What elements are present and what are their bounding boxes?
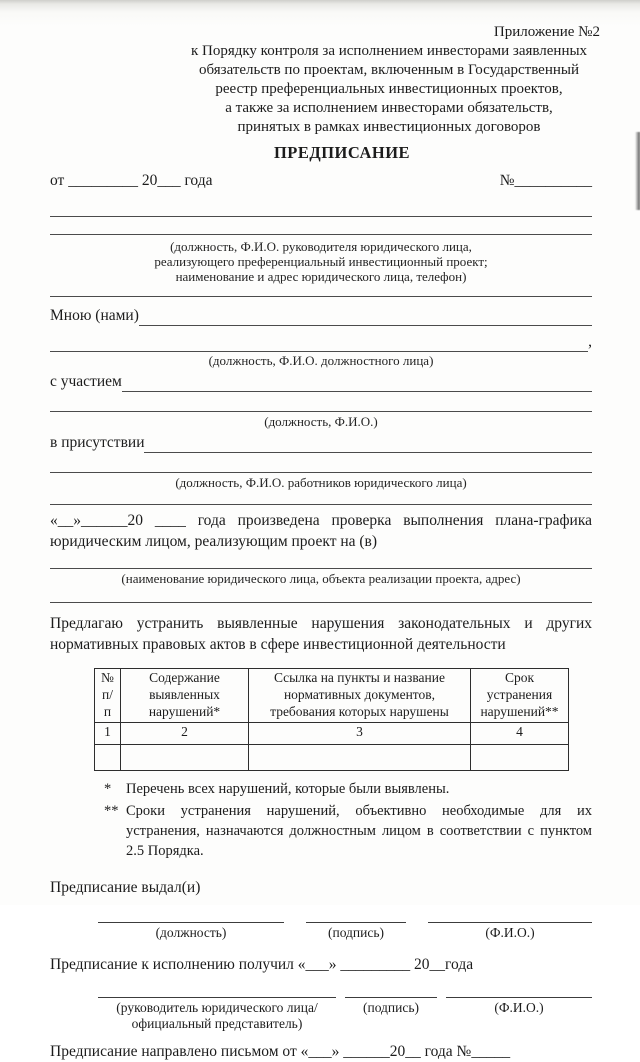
issuer-caption-line: наименование и адрес юридического лица, телефон) [175, 269, 467, 284]
issued-signature-row [98, 922, 592, 941]
issuer-caption-line: реализующего преференциальный инвестиционный проект; [154, 254, 488, 269]
scan-artifact [635, 132, 640, 210]
participants-field [50, 371, 592, 392]
table-cell [95, 744, 121, 770]
issuer-caption-line: (должность, Ф.И.О. руководителя юридического лица, [170, 239, 472, 254]
sign-caption: (подпись) [327, 924, 385, 940]
name-caption: (Ф.И.О.) [485, 924, 535, 940]
appendix-subtitle-line: принятых в рамках инвестиционных договоров [237, 119, 541, 135]
inspection-blank-line [50, 568, 592, 569]
issued-label: Предписание выдал(и) [50, 878, 201, 896]
table-cell: 3 [249, 722, 471, 744]
signature-head-column [98, 997, 336, 1032]
inspector-caption: (должность, Ф.И.О. должностного лица) [208, 353, 434, 368]
presence-blank-line [144, 432, 592, 453]
received-statement: Предписание к исполнению получил «___» _________ 20__года [50, 955, 474, 973]
participants-caption: (должность, Ф.И.О.) [264, 414, 378, 429]
table-cell: 1 [95, 722, 121, 744]
table-cell [121, 744, 249, 770]
date-field: от _________ 20___ года [50, 172, 213, 189]
comma-mark: , [588, 333, 592, 350]
violations-table [94, 668, 569, 771]
footnote [104, 779, 592, 799]
footnote-marker: * [104, 780, 112, 797]
sign-caption: (подпись) [362, 999, 420, 1015]
presence-field [50, 432, 592, 453]
presence-caption: (должность, Ф.И.О. работников юридического лица) [175, 475, 467, 490]
inspection-blank-line [50, 602, 592, 603]
participants-blank-line [122, 371, 592, 392]
table-header-number: № п/п [95, 669, 121, 723]
document-body [0, 171, 640, 1062]
inspector-blank-line [139, 305, 592, 326]
table-empty-row [95, 744, 569, 770]
footnote-text: Перечень всех нарушений, которые были выявлены. [126, 780, 450, 797]
table-cell: 2 [121, 722, 249, 744]
table-header-term: Срок устранения нарушений** [471, 669, 569, 723]
received-signature-row [98, 997, 592, 1032]
table-header-row [95, 669, 569, 723]
inspection-caption: (наименование юридического лица, объекта реализации проекта, адрес) [121, 571, 521, 586]
inspector-blank-line [50, 331, 588, 352]
appendix-subtitle-line: реестр преференциальных инвестиционных проектов, [215, 81, 563, 97]
table-cell [249, 744, 471, 770]
position-caption: (должность) [155, 924, 227, 940]
appendix-subtitle-line: а также за исполнением инвесторами обязательств, [225, 100, 553, 116]
issuer-blank-line [50, 234, 592, 235]
footnote-text: Сроки устранения нарушений, объективно необходимые для их устранения, назначаются должностным лицом в соответствии с пунктом 2.5 Порядка. [126, 802, 592, 859]
signature-name-column [446, 997, 592, 1032]
signature-position-column [98, 922, 284, 941]
appendix-number: Приложение №2 [493, 24, 600, 40]
footnotes [104, 779, 592, 861]
table-column-numbers-row [95, 722, 569, 744]
table-cell [471, 744, 569, 770]
head-caption-line: (руководитель юридического лица/ [116, 999, 318, 1015]
footnote [104, 801, 592, 861]
inspector-label: Мною (нами) [50, 307, 139, 324]
number-field: №__________ [499, 172, 592, 189]
footnote-marker: ** [104, 802, 119, 819]
signature-sign-column [306, 922, 406, 941]
inspection-paragraph: «__»______20 ____ года произведена проверка выполнения плана-графика юридическим лицом, реализующим проект на (в) [50, 512, 592, 550]
issuer-blank-line [50, 216, 592, 217]
participants-label: с участием [50, 373, 122, 390]
participants-blank-line [50, 411, 592, 412]
appendix-subtitle-line: к Порядку контроля за исполнением инвесторами заявленных [190, 43, 588, 59]
presence-blank-line [50, 504, 592, 505]
signature-name-column [428, 922, 592, 941]
sent-statement: Предписание направлено письмом от «___» ______20__ года №_____ [50, 1042, 511, 1060]
head-caption-line: официальный представитель) [131, 1015, 303, 1031]
document-title: ПРЕДПИСАНИЕ [273, 143, 411, 162]
proposal-paragraph: Предлагаю устранить выявленные нарушения законодательных и других нормативных правовых актов в сфере инвестиционной деятельности [50, 615, 592, 653]
inspector-continuation [50, 331, 592, 352]
table-cell: 4 [471, 722, 569, 744]
issuer-blank-line [50, 296, 592, 297]
appendix-subtitle-line: обязательств по проектам, включенным в Государственный [198, 62, 580, 78]
signature-sign-column [345, 997, 437, 1032]
presence-label: в присутствии [50, 434, 145, 451]
inspector-field [50, 305, 592, 326]
name-caption: (Ф.И.О.) [494, 999, 544, 1015]
table-header-reference: Ссылка на пункты и название нормативных документов, требования которых нарушены [249, 669, 471, 723]
table-header-content: Содержание выявленных нарушений* [121, 669, 249, 723]
appendix-header [168, 0, 610, 137]
date-number-row [50, 171, 592, 191]
presence-blank-line [50, 472, 592, 473]
